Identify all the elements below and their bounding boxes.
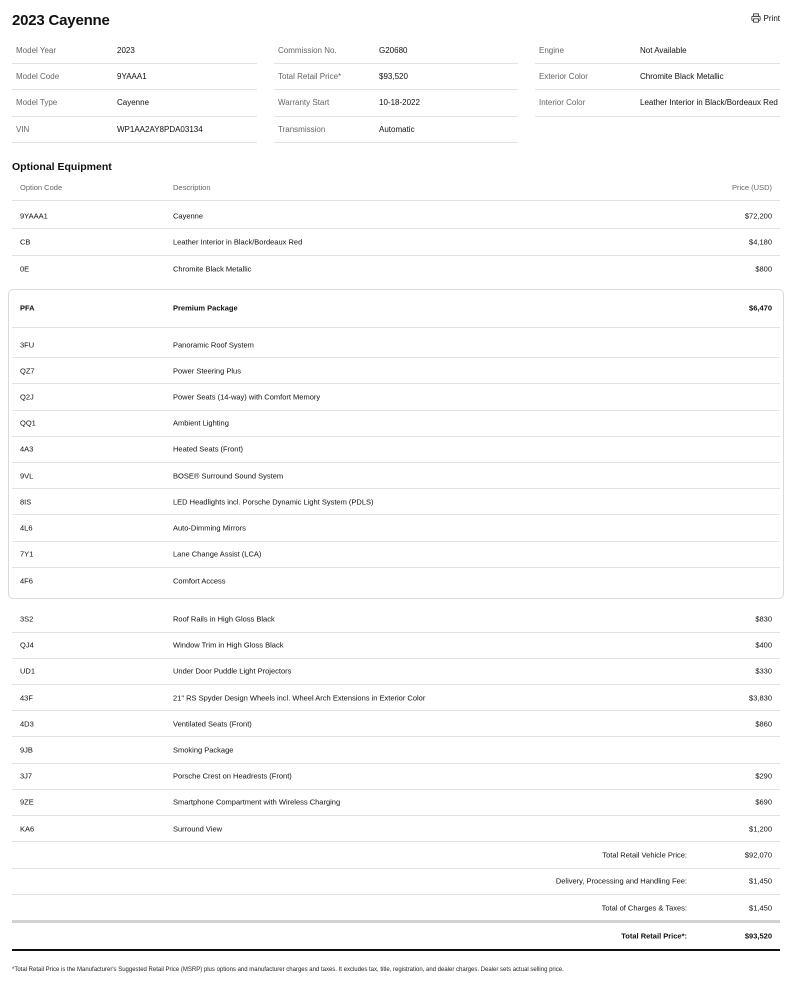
option-description: Chromite Black Metallic [173, 264, 252, 274]
spec-value: Chromite Black Metallic [640, 72, 724, 82]
option-price: $800 [755, 264, 772, 274]
option-description: Auto-Dimming Mirrors [173, 523, 246, 533]
print-button[interactable] [751, 13, 780, 23]
spec-label: Model Code [16, 72, 60, 82]
total-retail-price-row [12, 920, 780, 951]
option-code: 9ZE [20, 797, 34, 807]
package-item-row [12, 437, 780, 463]
table-row [12, 764, 780, 790]
spec-value: Not Available [640, 46, 687, 56]
option-code: 4A3 [20, 444, 34, 454]
option-code: 3J7 [20, 771, 33, 781]
summary-label: Total Retail Vehicle Price: [602, 850, 687, 860]
option-description: Panoramic Roof System [173, 340, 254, 350]
summary-label: Delivery, Processing and Handling Fee: [555, 876, 687, 886]
spec-row [535, 38, 780, 64]
table-row [12, 633, 780, 659]
option-description: Power Seats (14-way) with Comfort Memory [173, 392, 321, 402]
table-row [12, 607, 780, 633]
option-code: 7Y1 [20, 549, 34, 559]
spec-label: Total Retail Price* [278, 72, 342, 82]
total-label: Total Retail Price*: [621, 931, 687, 941]
option-description: LED Headlights incl. Porsche Dynamic Light System (PDLS) [173, 497, 374, 507]
option-description: Cayenne [173, 211, 204, 221]
option-description: Window Trim in High Gloss Black [173, 640, 284, 650]
summary-value: $92,070 [744, 850, 772, 860]
option-description: Ambient Lighting [173, 418, 229, 428]
option-code: QQ1 [20, 418, 36, 428]
spec-row [274, 38, 518, 64]
spec-value: G20680 [379, 46, 408, 56]
equipment-table-header [12, 175, 780, 201]
spec-value: Leather Interior in Black/Bordeaux Red [640, 98, 778, 108]
spec-row [274, 117, 518, 143]
package-item-row [12, 332, 780, 358]
option-code: 3S2 [20, 614, 34, 624]
package-code: PFA [20, 303, 35, 313]
spec-label: Commission No. [278, 46, 337, 56]
option-description: BOSE® Surround Sound System [173, 471, 284, 481]
option-code: 4L6 [20, 523, 33, 533]
option-code: 3FU [20, 340, 35, 350]
package-item-row [12, 568, 780, 594]
package-item-row [12, 358, 780, 384]
option-description: 21" RS Spyder Design Wheels incl. Wheel Arch Extensions in Exterior Color [173, 693, 426, 703]
spec-label: VIN [16, 124, 30, 134]
option-price: $4,180 [749, 237, 772, 247]
table-row [12, 230, 780, 256]
package-item-row [12, 542, 780, 568]
table-row [12, 659, 780, 685]
spec-column-2 [274, 38, 518, 143]
package-item-row [12, 411, 780, 437]
spec-value: 9YAAA1 [117, 72, 147, 82]
table-row [12, 256, 780, 282]
spec-value: 10-18-2022 [379, 98, 420, 108]
option-description: Surround View [173, 824, 223, 834]
option-code: 9VL [20, 471, 34, 481]
header-price: Price (USD) [731, 183, 772, 192]
table-row [12, 816, 780, 842]
summary-row [12, 895, 780, 921]
spec-row [535, 90, 780, 116]
optional-equipment-heading: Optional Equipment [12, 161, 112, 173]
option-description: Under Door Puddle Light Projectors [173, 666, 292, 676]
print-label: Print [763, 13, 780, 23]
option-price: $1,200 [749, 824, 772, 834]
spec-label: Exterior Color [539, 72, 588, 82]
spec-row [274, 64, 518, 90]
option-description: Porsche Crest on Headrests (Front) [173, 771, 292, 781]
option-price: $830 [755, 614, 772, 624]
option-code: 4F6 [20, 576, 33, 586]
header-option-code: Option Code [20, 183, 63, 192]
spec-row [12, 38, 257, 64]
option-price: $400 [755, 640, 772, 650]
table-row [12, 685, 780, 711]
table-row [12, 790, 780, 816]
spec-value: $93,520 [379, 72, 408, 82]
option-description: Smartphone Compartment with Wireless Charging [173, 797, 341, 807]
spec-label: Model Type [16, 98, 58, 108]
option-description: Power Steering Plus [173, 366, 241, 376]
summary-label: Total of Charges & Taxes: [601, 903, 687, 913]
spec-value: Cayenne [117, 98, 150, 108]
msrp-footnote: *Total Retail Price is the Manufacturer's Suggested Retail Price (MSRP) plus options and manufacturer charges and taxes. It excludes tax, title, registration, and dealer charges. Dealer sets actual selling price. [12, 967, 564, 973]
spec-value: 2023 [117, 46, 135, 56]
package-item-row [12, 515, 780, 541]
option-code: 43F [20, 693, 33, 703]
option-description: Leather Interior in Black/Bordeaux Red [173, 237, 303, 247]
spec-row [12, 90, 257, 116]
spec-label: Transmission [278, 124, 326, 134]
summary-value: $1,450 [749, 876, 772, 886]
table-row [12, 711, 780, 737]
package-header-row [12, 289, 780, 328]
option-price: $290 [755, 771, 772, 781]
spec-value: WP1AA2AY8PDA03134 [117, 124, 203, 134]
page-title: 2023 Cayenne [12, 12, 110, 29]
summary-row [12, 843, 780, 869]
option-description: Heated Seats (Front) [173, 444, 244, 454]
option-code: 9JB [20, 745, 33, 755]
table-row [12, 203, 780, 229]
total-value: $93,520 [744, 931, 772, 941]
summary-value: $1,450 [749, 903, 772, 913]
spec-label: Interior Color [539, 98, 586, 108]
option-code: QZ7 [20, 366, 35, 376]
spec-label: Warranty Start [278, 98, 330, 108]
spec-value: Automatic [379, 124, 415, 134]
option-code: UD1 [20, 666, 36, 676]
option-description: Lane Change Assist (LCA) [173, 549, 262, 559]
option-code: 0E [20, 264, 30, 274]
spec-label: Engine [539, 46, 564, 56]
option-price: $690 [755, 797, 772, 807]
option-code: Q2J [20, 392, 34, 402]
package-item-row [12, 489, 780, 515]
option-price: $72,200 [744, 211, 772, 221]
option-description: Comfort Access [173, 576, 226, 586]
package-item-row [12, 384, 780, 410]
option-code: KA6 [20, 824, 35, 834]
summary-row [12, 869, 780, 895]
option-code: 4D3 [20, 719, 34, 729]
option-code: QJ4 [20, 640, 34, 650]
table-row [12, 738, 780, 764]
spec-row [274, 90, 518, 116]
option-code: 8IS [20, 497, 32, 507]
spec-row [12, 64, 257, 90]
option-description: Roof Rails in High Gloss Black [173, 614, 275, 624]
option-price: $860 [755, 719, 772, 729]
option-code: CB [20, 237, 31, 247]
package-price: $6,470 [749, 303, 772, 313]
option-price: $330 [755, 666, 772, 676]
option-description: Ventilated Seats (Front) [173, 719, 252, 729]
header-description: Description [173, 183, 211, 192]
spec-row [12, 117, 257, 143]
spec-column-3 [535, 38, 780, 117]
spec-label: Model Year [16, 46, 57, 56]
package-item-row [12, 463, 780, 489]
option-price: $3,830 [749, 693, 772, 703]
package-description: Premium Package [173, 303, 238, 313]
spec-row [535, 64, 780, 90]
option-code: 9YAAA1 [20, 211, 48, 221]
option-description: Smoking Package [173, 745, 234, 755]
printer-icon [751, 13, 761, 23]
spec-column-1 [12, 38, 257, 143]
